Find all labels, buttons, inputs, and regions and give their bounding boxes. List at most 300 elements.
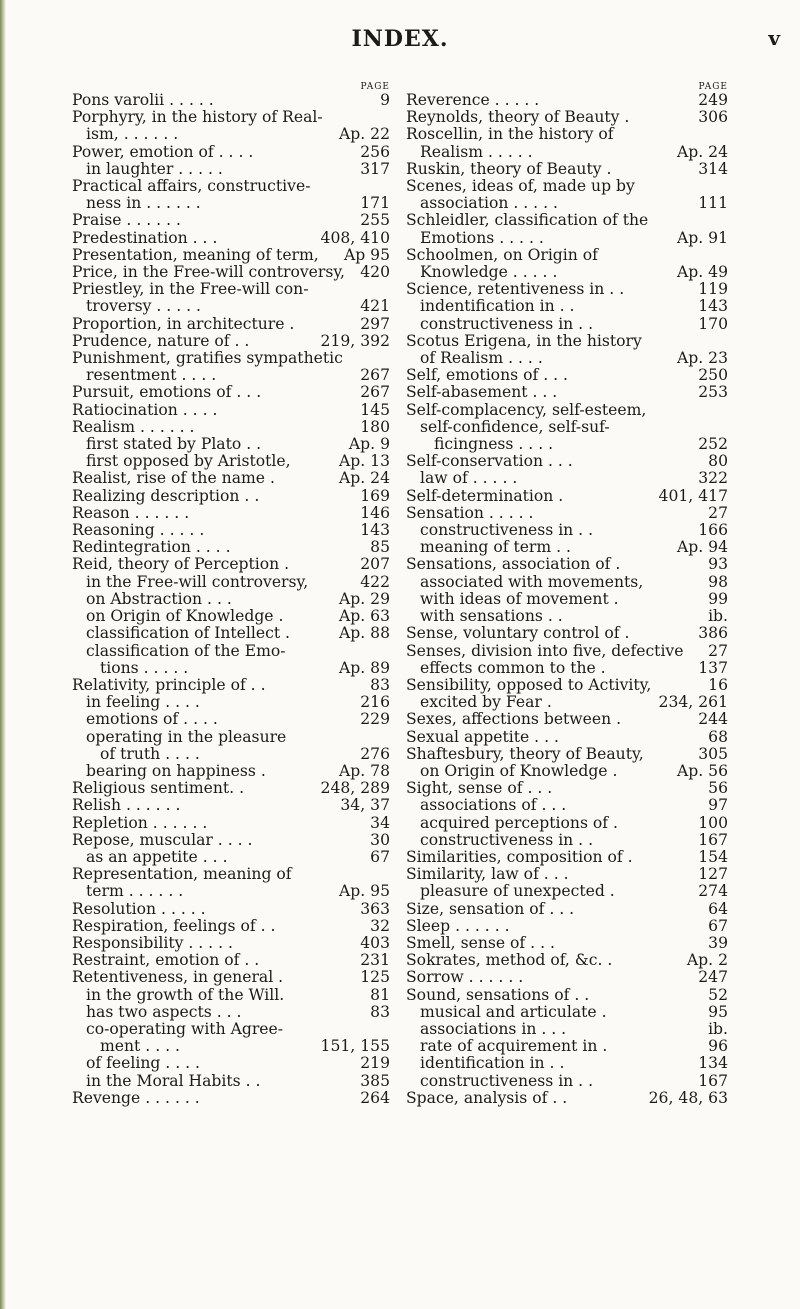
index-page-ref: 52 <box>708 986 728 1004</box>
index-term: Praise . . . . . . <box>72 212 181 230</box>
index-entry <box>72 367 390 384</box>
index-entry <box>406 402 728 419</box>
index-entry <box>406 711 728 728</box>
index-term: Sound, sensations of . . <box>406 986 590 1004</box>
index-page-ref: 166 <box>698 522 728 540</box>
index-page-ref: 85 <box>370 539 390 557</box>
index-page-ref: 27 <box>708 642 728 660</box>
index-page-ref: 34 <box>370 814 390 832</box>
index-term: Restraint, emotion of . . <box>72 952 260 970</box>
index-term: Prudence, nature of . . <box>72 332 250 350</box>
index-term: constructiveness in . . <box>420 522 594 540</box>
index-term: Sensation . . . . . <box>406 504 534 522</box>
index-entry <box>72 298 390 315</box>
page-header <box>0 22 800 56</box>
index-term: constructiveness in . . <box>420 315 594 333</box>
index-term: Resolution . . . . . <box>72 900 206 918</box>
index-page-ref: Ap. 9 <box>348 436 390 454</box>
index-entry <box>72 212 390 229</box>
index-term: Knowledge . . . . . <box>420 264 558 282</box>
index-entry <box>406 901 728 918</box>
index-term: Shaftesbury, theory of Beauty, <box>406 745 644 763</box>
index-entry <box>72 350 390 367</box>
index-entry <box>406 488 728 505</box>
index-page-ref: 134 <box>698 1055 728 1073</box>
index-entry <box>406 161 728 178</box>
index-entry <box>406 316 728 333</box>
index-page-ref: 248, 289 <box>320 780 390 798</box>
index-entry <box>72 505 390 522</box>
index-term: in the Free-will controversy, <box>86 573 309 591</box>
index-term: Emotions . . . . . <box>420 229 544 247</box>
index-entry <box>72 918 390 935</box>
index-entry <box>406 815 728 832</box>
index-page-ref: Ap 95 <box>343 246 390 264</box>
index-term: Reverence . . . . . <box>406 92 540 109</box>
index-entry <box>406 883 728 900</box>
index-page-ref: 231 <box>360 952 390 970</box>
index-entry <box>72 1073 390 1090</box>
index-entry <box>406 470 728 487</box>
index-term: Ruskin, theory of Beauty . <box>406 160 612 178</box>
index-term: Sorrow . . . . . . <box>406 969 524 987</box>
index-entry <box>72 419 390 436</box>
index-page-ref: 180 <box>360 418 390 436</box>
page-edge <box>0 0 6 1309</box>
index-term: Pursuit, emotions of . . . <box>72 384 262 402</box>
index-term: Representation, meaning of <box>72 866 292 884</box>
index-page-ref: 167 <box>698 831 728 849</box>
index-entry <box>72 1004 390 1021</box>
index-term: Similarities, composition of . <box>406 848 633 866</box>
index-term: Similarity, law of . . . <box>406 866 569 884</box>
index-entry <box>406 746 728 763</box>
index-page-ref: 68 <box>708 728 728 746</box>
index-page-ref: 170 <box>698 315 728 333</box>
index-term: Religious sentiment. . <box>72 780 245 798</box>
index-page-ref: 305 <box>698 745 728 763</box>
index-page-ref: 253 <box>698 384 728 402</box>
index-entry <box>72 178 390 195</box>
index-page-ref: 422 <box>360 573 390 591</box>
index-entry <box>406 660 728 677</box>
index-page-ref: Ap. 49 <box>677 264 728 282</box>
index-term: of truth . . . . <box>100 745 200 763</box>
index-page-ref: 219 <box>360 1055 390 1073</box>
index-entry <box>406 918 728 935</box>
index-term: Price, in the Free-will controversy, <box>72 264 346 282</box>
index-term: co-operating with Agree- <box>86 1020 284 1038</box>
index-page-ref: 9 <box>380 92 390 109</box>
index-page-ref: 27 <box>708 504 728 522</box>
index-entry <box>72 333 390 350</box>
index-term: tions . . . . . <box>100 659 189 677</box>
index-page-ref: 143 <box>360 522 390 540</box>
index-entry <box>72 488 390 505</box>
index-page-ref: Ap. 63 <box>339 608 390 626</box>
index-entry <box>406 212 728 229</box>
index-entry <box>72 591 390 608</box>
index-entry <box>72 470 390 487</box>
index-entry <box>72 1090 390 1107</box>
index-term: Retentiveness, in general . <box>72 969 284 987</box>
index-page-ref: 26, 48, 63 <box>648 1089 728 1107</box>
index-entry <box>406 522 728 539</box>
index-entry <box>72 729 390 746</box>
index-entry <box>72 832 390 849</box>
index-entry <box>72 677 390 694</box>
index-entry <box>72 161 390 178</box>
index-page-ref: 255 <box>360 212 390 230</box>
index-term: in the Moral Habits . . <box>86 1072 261 1090</box>
index-term: meaning of term . . <box>420 539 572 557</box>
index-page-ref: Ap. 78 <box>339 762 390 780</box>
index-term: with sensations . . <box>420 608 563 626</box>
index-entry <box>72 402 390 419</box>
index-entries-left <box>72 92 390 1107</box>
index-page-ref: 96 <box>708 1038 728 1056</box>
index-entry <box>406 144 728 161</box>
index-page-ref: 256 <box>360 143 390 161</box>
index-page-ref: 80 <box>708 453 728 471</box>
index-term: on Abstraction . . . <box>86 590 232 608</box>
index-page-ref: 169 <box>360 487 390 505</box>
index-entry <box>72 436 390 453</box>
index-page-ref: 306 <box>698 109 728 127</box>
index-entry <box>72 901 390 918</box>
index-entry <box>72 849 390 866</box>
index-term: pleasure of unexpected . <box>420 883 615 901</box>
index-term: associations of . . . <box>420 797 567 815</box>
index-term: ism, . . . . . . <box>86 126 179 144</box>
index-entry <box>72 780 390 797</box>
index-term: Space, analysis of . . <box>406 1089 568 1107</box>
index-page-ref: 264 <box>360 1089 390 1107</box>
index-entry <box>72 969 390 986</box>
index-term: effects common to the . <box>420 659 606 677</box>
index-page-ref: Ap. 56 <box>677 762 728 780</box>
index-page-ref: Ap. 29 <box>339 590 390 608</box>
index-page-ref: 81 <box>370 986 390 1004</box>
index-term: with ideas of movement . <box>420 590 619 608</box>
index-entry <box>406 643 728 660</box>
index-entry <box>72 746 390 763</box>
index-page-ref: 207 <box>360 556 390 574</box>
index-term: Sleep . . . . . . <box>406 917 510 935</box>
page-title: INDEX. <box>351 26 449 52</box>
index-page-ref: 219, 392 <box>320 332 390 350</box>
index-entry <box>406 832 728 849</box>
index-page-ref: 420 <box>360 264 390 282</box>
index-entry <box>72 608 390 625</box>
index-term: in laughter . . . . . <box>86 160 223 178</box>
index-entry <box>72 987 390 1004</box>
index-entry <box>72 281 390 298</box>
index-entry <box>406 281 728 298</box>
index-term: ficingness . . . . <box>434 436 554 454</box>
index-term: on Origin of Knowledge . <box>420 762 618 780</box>
index-term: excited by Fear . <box>420 694 552 712</box>
index-page-ref: 229 <box>360 711 390 729</box>
index-page-ref: 151, 155 <box>320 1038 390 1056</box>
index-term: ness in . . . . . . <box>86 195 201 213</box>
index-term: Punishment, gratifies sympathetic <box>72 350 343 368</box>
index-entry <box>406 419 728 436</box>
index-entry <box>406 935 728 952</box>
index-entry <box>406 969 728 986</box>
index-entry <box>72 453 390 470</box>
index-term: Reason . . . . . . <box>72 504 190 522</box>
index-page-ref: 67 <box>708 917 728 935</box>
index-entry <box>406 625 728 642</box>
index-entry <box>406 574 728 591</box>
index-page-ref: 39 <box>708 934 728 952</box>
index-entry <box>406 247 728 264</box>
index-term: law of . . . . . <box>420 470 518 488</box>
index-entry <box>72 264 390 281</box>
index-entry <box>406 694 728 711</box>
index-page-ref: 93 <box>708 556 728 574</box>
index-page-ref: 111 <box>698 195 728 213</box>
index-entry <box>72 556 390 573</box>
index-term: Reasoning . . . . . <box>72 522 205 540</box>
index-term: of Realism . . . . <box>420 350 543 368</box>
index-entry <box>406 1004 728 1021</box>
index-page-ref: 143 <box>698 298 728 316</box>
index-entry <box>72 230 390 247</box>
index-term: associated with movements, <box>420 573 644 591</box>
index-page-ref: 276 <box>360 745 390 763</box>
index-page-ref: 386 <box>698 625 728 643</box>
index-term: classification of the Emo- <box>86 642 286 660</box>
index-page-ref: 83 <box>370 1003 390 1021</box>
index-page-ref: Ap. 2 <box>686 952 728 970</box>
index-entry <box>406 1038 728 1055</box>
index-entry <box>406 729 728 746</box>
index-entry <box>72 1021 390 1038</box>
page-number: v <box>768 26 780 50</box>
index-term: of feeling . . . . <box>86 1055 200 1073</box>
index-page-ref: 317 <box>360 160 390 178</box>
index-term: Scenes, ideas of, made up by <box>406 178 635 196</box>
index-page-ref: 154 <box>698 848 728 866</box>
index-term: resentment . . . . <box>86 367 217 385</box>
index-page-ref: Ap. 91 <box>677 229 728 247</box>
index-page-ref: Ap. 94 <box>677 539 728 557</box>
index-term: Responsibility . . . . . <box>72 934 233 952</box>
index-term: Smell, sense of . . . <box>406 934 555 952</box>
index-page-ref: 97 <box>708 797 728 815</box>
index-page-ref: 322 <box>698 470 728 488</box>
index-term: acquired perceptions of . <box>420 814 618 832</box>
index-entry <box>72 711 390 728</box>
index-term: Relish . . . . . . <box>72 797 181 815</box>
index-entry <box>72 625 390 642</box>
index-entry <box>72 935 390 952</box>
index-term: self-confidence, self-suf- <box>420 418 610 436</box>
index-entry <box>406 195 728 212</box>
index-page-ref: 167 <box>698 1072 728 1090</box>
index-term: Ratiocination . . . . <box>72 401 218 419</box>
index-entry <box>406 797 728 814</box>
index-term: Science, retentiveness in . . <box>406 281 625 299</box>
index-term: Self-complacency, self-esteem, <box>406 401 647 419</box>
index-page-ref: 99 <box>708 590 728 608</box>
index-term: as an appetite . . . <box>86 848 228 866</box>
index-entry <box>72 815 390 832</box>
index-term: term . . . . . . <box>86 883 184 901</box>
index-entry <box>72 574 390 591</box>
index-page-ref: 34, 37 <box>340 797 390 815</box>
index-entry <box>72 952 390 969</box>
index-page-ref: Ap. 89 <box>339 659 390 677</box>
index-term: indentification in . . <box>420 298 575 316</box>
index-term: Priestley, in the Free-will con- <box>72 281 309 299</box>
index-term: Reynolds, theory of Beauty . <box>406 109 630 127</box>
index-page-ref: 67 <box>370 848 390 866</box>
index-term: Realizing description . . <box>72 487 260 505</box>
index-page-ref: 127 <box>698 866 728 884</box>
index-entry <box>406 556 728 573</box>
index-entry <box>406 126 728 143</box>
index-term: Schoolmen, on Origin of <box>406 246 598 264</box>
index-page-ref: 145 <box>360 401 390 419</box>
index-page-ref: 16 <box>708 676 728 694</box>
index-entry <box>72 522 390 539</box>
index-term: associations in . . . <box>420 1020 567 1038</box>
index-page-ref: 137 <box>698 659 728 677</box>
index-entry <box>406 952 728 969</box>
index-term: Sight, sense of . . . <box>406 780 553 798</box>
index-entry <box>72 643 390 660</box>
index-term: Size, sensation of . . . <box>406 900 575 918</box>
index-page-ref: Ap. 13 <box>339 453 390 471</box>
index-term: association . . . . . <box>420 195 558 213</box>
index-entry <box>406 763 728 780</box>
index-term: Repose, muscular . . . . <box>72 831 253 849</box>
index-page-ref: Ap. 24 <box>677 143 728 161</box>
index-page-ref: 32 <box>370 917 390 935</box>
index-term: rate of acquirement in . <box>420 1038 608 1056</box>
index-page-ref: 244 <box>698 711 728 729</box>
index-term: ment . . . . <box>100 1038 180 1056</box>
index-term: constructiveness in . . <box>420 831 594 849</box>
index-page-ref: 252 <box>698 436 728 454</box>
index-entry <box>72 883 390 900</box>
index-page-ref: 234, 261 <box>658 694 728 712</box>
index-term: identification in . . <box>420 1055 565 1073</box>
index-entry <box>406 849 728 866</box>
index-term: first opposed by Aristotle, <box>86 453 291 471</box>
index-term: Predestination . . . <box>72 229 218 247</box>
index-entry <box>406 608 728 625</box>
index-page-ref: 83 <box>370 676 390 694</box>
index-term: Self-conservation . . . <box>406 453 573 471</box>
index-entry <box>72 126 390 143</box>
index-term: Sense, voluntary control of . <box>406 625 630 643</box>
index-term: Reid, theory of Perception . <box>72 556 290 574</box>
index-page-ref: 408, 410 <box>320 229 390 247</box>
index-term: Sokrates, method of, &c. . <box>406 952 613 970</box>
index-page-ref: 250 <box>698 367 728 385</box>
column-page-label: PAGE <box>360 82 390 92</box>
index-page-ref: 247 <box>698 969 728 987</box>
index-entry <box>72 866 390 883</box>
index-term: Self, emotions of . . . <box>406 367 568 385</box>
index-page-ref: 216 <box>360 694 390 712</box>
index-term: Power, emotion of . . . . <box>72 143 254 161</box>
index-entry <box>406 436 728 453</box>
index-term: in feeling . . . . <box>86 694 200 712</box>
index-page-ref: 297 <box>360 315 390 333</box>
index-term: on Origin of Knowledge . <box>86 608 284 626</box>
index-entry <box>406 677 728 694</box>
index-term: Self-determination . <box>406 487 564 505</box>
index-term: Relativity, principle of . . <box>72 676 266 694</box>
index-term: Practical affairs, constructive- <box>72 178 311 196</box>
index-term: first stated by Plato . . <box>86 436 262 454</box>
index-entry <box>72 316 390 333</box>
index-term: Sexes, affections between . <box>406 711 622 729</box>
index-entry <box>72 109 390 126</box>
index-entry <box>406 1021 728 1038</box>
index-term: Scotus Erigena, in the history <box>406 332 642 350</box>
index-entry <box>406 453 728 470</box>
index-term: classification of Intellect . <box>86 625 291 643</box>
index-page-ref: ib. <box>708 608 728 626</box>
index-page-ref: Ap. 95 <box>339 883 390 901</box>
index-page-ref: 119 <box>698 281 728 299</box>
index-entry <box>406 1090 728 1107</box>
index-entry <box>72 144 390 161</box>
index-page-ref: 267 <box>360 384 390 402</box>
index-term: Porphyry, in the history of Real- <box>72 109 323 127</box>
index-term: Pons varolii . . . . . <box>72 92 214 109</box>
index-entry <box>406 1073 728 1090</box>
index-term: Respiration, feelings of . . <box>72 917 276 935</box>
index-entry <box>406 264 728 281</box>
index-term: bearing on happiness . <box>86 762 266 780</box>
index-term: Realist, rise of the name . <box>72 470 275 488</box>
index-page-ref: 95 <box>708 1003 728 1021</box>
index-page-ref: 171 <box>360 195 390 213</box>
index-page-ref: 98 <box>708 573 728 591</box>
index-entry <box>72 539 390 556</box>
index-page-ref: 274 <box>698 883 728 901</box>
index-entry <box>72 195 390 212</box>
index-entry <box>72 763 390 780</box>
index-entry <box>406 987 728 1004</box>
index-term: Roscellin, in the history of <box>406 126 614 144</box>
index-term: has two aspects . . . <box>86 1003 242 1021</box>
index-page-ref: Ap. 23 <box>677 350 728 368</box>
index-entry <box>406 350 728 367</box>
index-page-ref: 100 <box>698 814 728 832</box>
index-term: Schleidler, classification of the <box>406 212 649 230</box>
index-page-ref: Ap. 88 <box>339 625 390 643</box>
index-entry <box>406 333 728 350</box>
index-term: Proportion, in architecture . <box>72 315 295 333</box>
index-entry <box>406 591 728 608</box>
index-page-ref: 401, 417 <box>658 487 728 505</box>
index-term: Senses, division into five, defective <box>406 642 684 660</box>
index-entry <box>72 1038 390 1055</box>
index-page-ref: 56 <box>708 780 728 798</box>
index-page-ref: 267 <box>360 367 390 385</box>
index-term: operating in the pleasure <box>86 728 287 746</box>
index-term: constructiveness in . . <box>420 1072 594 1090</box>
index-term: troversy . . . . . <box>86 298 201 316</box>
